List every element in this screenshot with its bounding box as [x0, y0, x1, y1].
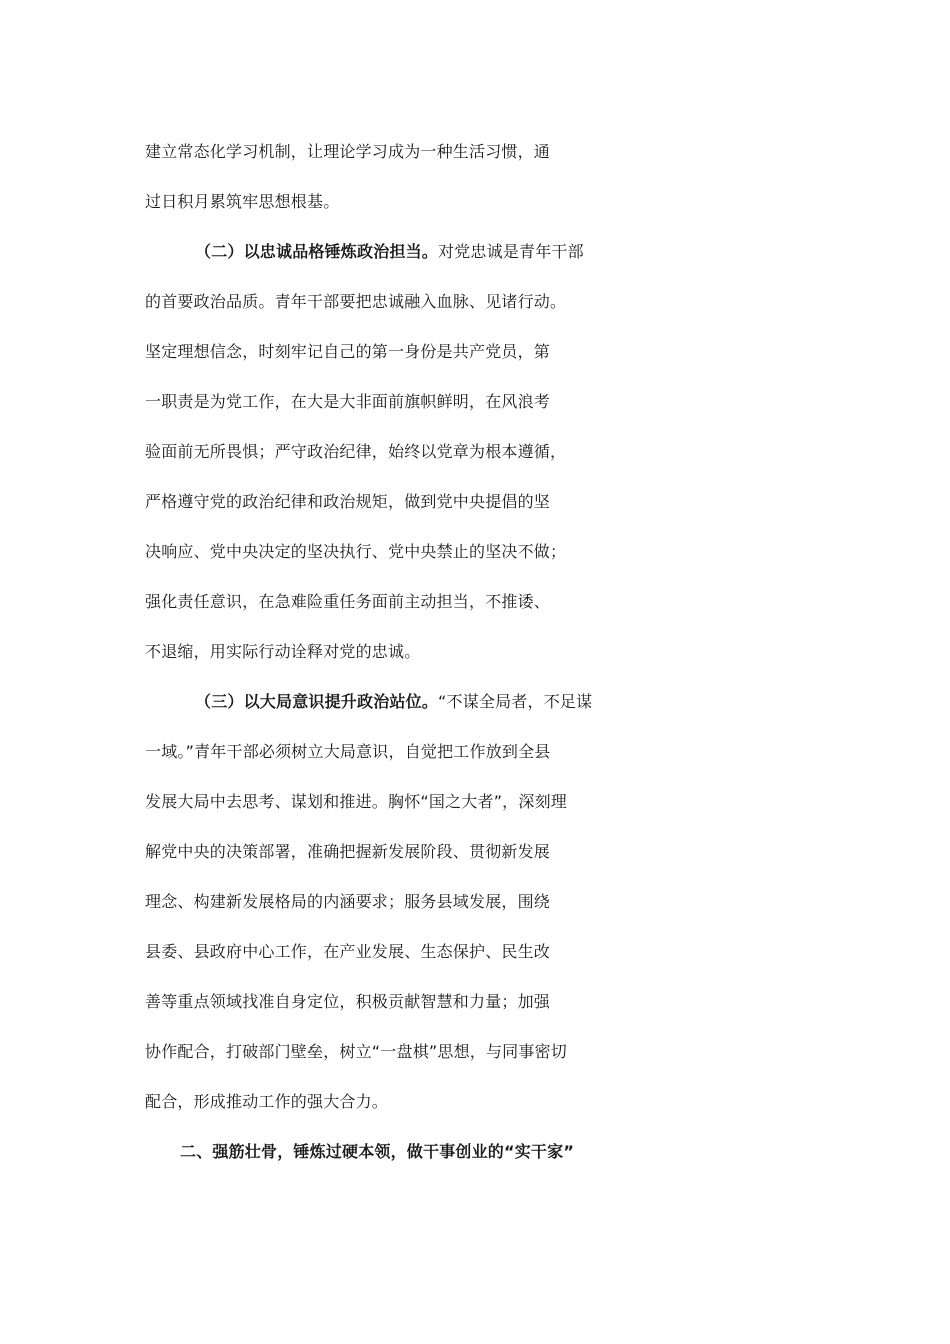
section-heading: 二、强筋壮骨，锤炼过硬本领，做干事创业的“实干家”	[180, 1142, 575, 1161]
paragraph-line: 不退缩，用实际行动诠释对党的忠诚。	[145, 642, 421, 661]
paragraph-line: 一职责是为党工作，在大是大非面前旗帜鲜明，在风浪考	[145, 392, 551, 411]
subsection-3-first-line	[195, 677, 875, 727]
paragraph-line: 决响应、党中央决定的坚决执行、党中央禁止的坚决不做；	[145, 542, 567, 561]
paragraph-line: 验面前无所畏惧；严守政治纪律，始终以党章为根本遵循，	[145, 442, 567, 461]
subsection-2-heading: （二）以忠诚品格锤炼政治担当。	[195, 242, 439, 261]
subsection-3-heading: （三）以大局意识提升政治站位。	[195, 692, 439, 711]
paragraph-line: 配合，形成推动工作的强大合力。	[145, 1092, 389, 1111]
paragraph-line: 一域。”青年干部必须树立大局意识，自觉把工作放到全县	[145, 742, 551, 761]
paragraph-line: 过日积月累筑牢思想根基。	[145, 192, 340, 211]
paragraph-line: 协作配合，打破部门壁垒，树立“一盘棋”思想，与同事密切	[145, 1042, 567, 1061]
paragraph-line: 善等重点领域找准自身定位，积极贡献智慧和力量；加强	[145, 992, 551, 1011]
subsection-2-first-line	[195, 227, 875, 277]
paragraph-line: 建立常态化学习机制，让理论学习成为一种生活习惯，通	[145, 142, 551, 161]
paragraph-line: 的首要政治品质。青年干部要把忠诚融入血脉、见诸行动。	[145, 292, 567, 311]
paragraph-line: 坚定理想信念，时刻牢记自己的第一身份是共产党员，第	[145, 342, 551, 361]
subsection-3-text: “不谋全局者，不足谋	[438, 692, 593, 711]
paragraph-line: 严格遵守党的政治纪律和政治规矩，做到党中央提倡的坚	[145, 492, 551, 511]
paragraph-line: 县委、县政府中心工作，在产业发展、生态保护、民生改	[145, 942, 551, 961]
paragraph-line: 解党中央的决策部署，准确把握新发展阶段、贯彻新发展	[145, 842, 551, 861]
paragraph-line: 发展大局中去思考、谋划和推进。胸怀“国之大者”，深刻理	[145, 792, 567, 811]
subsection-2-text: 对党忠诚是青年干部	[438, 242, 584, 261]
paragraph-line: 强化责任意识，在急难险重任务面前主动担当，不推诿、	[145, 592, 551, 611]
paragraph-line: 理念、构建新发展格局的内涵要求；服务县域发展，围绕	[145, 892, 551, 911]
